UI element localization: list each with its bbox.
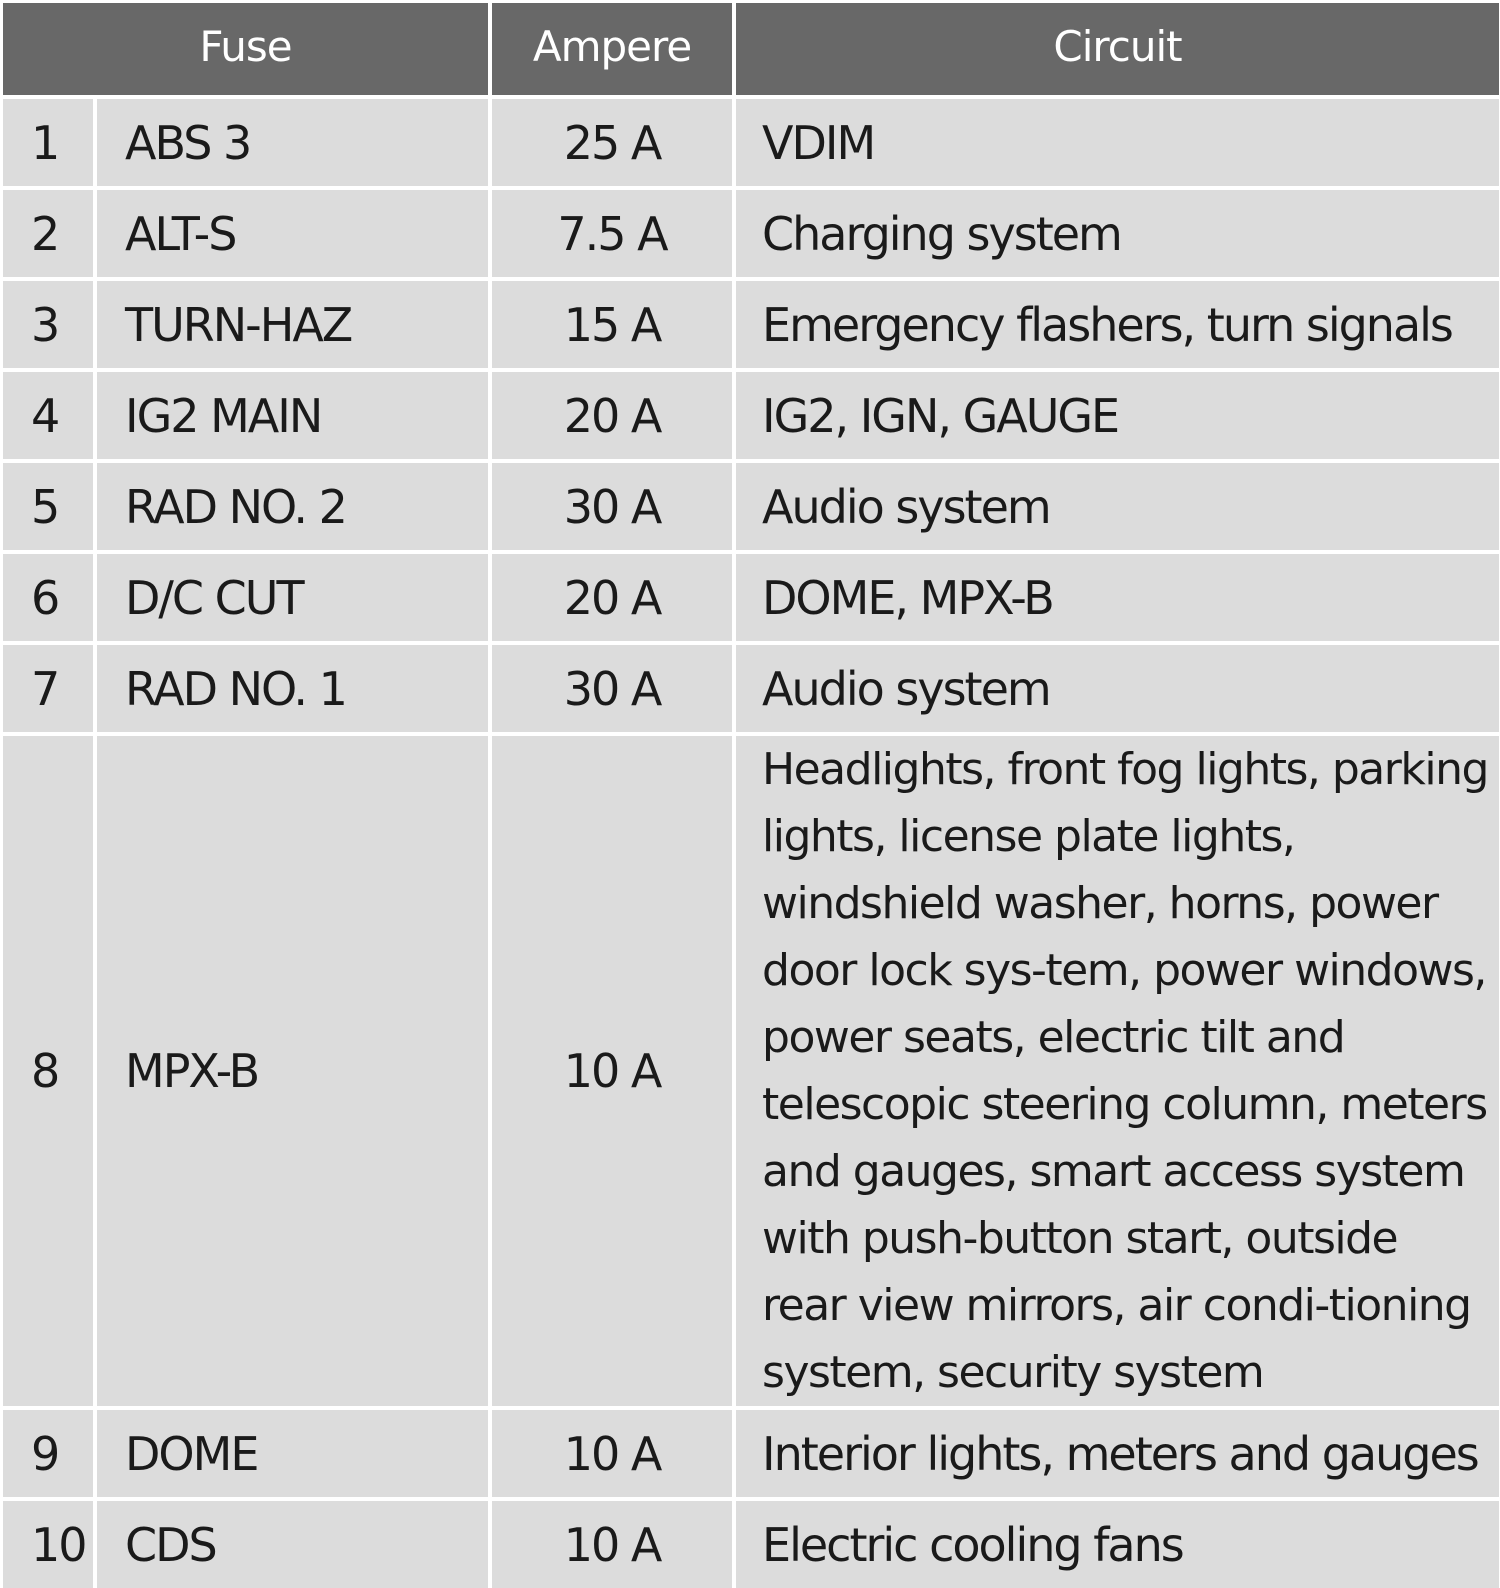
fuse-ampere: 30 A	[490, 643, 734, 734]
table-row	[3, 279, 1499, 370]
fuse-circuit: Charging system	[734, 188, 1499, 279]
table-row	[3, 461, 1499, 552]
fuse-name: D/C CUT	[95, 552, 490, 643]
fuse-number: 2	[3, 188, 95, 279]
fuse-table	[3, 3, 1499, 1588]
fuse-number: 10	[3, 1499, 95, 1588]
header-row	[3, 3, 1499, 97]
fuse-ampere: 20 A	[490, 552, 734, 643]
table-header	[3, 3, 1499, 97]
table-row	[3, 1499, 1499, 1588]
fuse-number: 4	[3, 370, 95, 461]
fuse-circuit: Audio system	[734, 643, 1499, 734]
fuse-number: 5	[3, 461, 95, 552]
fuse-circuit: Interior lights, meters and gauges	[734, 1408, 1499, 1499]
fuse-name: IG2 MAIN	[95, 370, 490, 461]
header-fuse: Fuse	[3, 3, 490, 97]
fuse-ampere: 10 A	[490, 1499, 734, 1588]
fuse-number: 1	[3, 97, 95, 188]
fuse-name: CDS	[95, 1499, 490, 1588]
fuse-number: 3	[3, 279, 95, 370]
fuse-circuit: VDIM	[734, 97, 1499, 188]
fuse-ampere: 25 A	[490, 97, 734, 188]
fuse-name: ALT-S	[95, 188, 490, 279]
fuse-circuit: IG2, IGN, GAUGE	[734, 370, 1499, 461]
header-ampere: Ampere	[490, 3, 734, 97]
fuse-circuit: Electric cooling fans	[734, 1499, 1499, 1588]
fuse-name: RAD NO. 1	[95, 643, 490, 734]
fuse-ampere: 15 A	[490, 279, 734, 370]
fuse-circuit: Audio system	[734, 461, 1499, 552]
table-row	[3, 552, 1499, 643]
fuse-circuit: DOME, MPX-B	[734, 552, 1499, 643]
table-row	[3, 734, 1499, 1408]
fuse-number: 8	[3, 734, 95, 1408]
fuse-circuit: Emergency flashers, turn signals	[734, 279, 1499, 370]
fuse-ampere: 10 A	[490, 1408, 734, 1499]
fuse-number: 6	[3, 552, 95, 643]
fuse-ampere: 7.5 A	[490, 188, 734, 279]
fuse-name: RAD NO. 2	[95, 461, 490, 552]
fuse-name: DOME	[95, 1408, 490, 1499]
table-row	[3, 370, 1499, 461]
fuse-ampere: 20 A	[490, 370, 734, 461]
table-row	[3, 643, 1499, 734]
fuse-ampere: 10 A	[490, 734, 734, 1408]
table-row	[3, 188, 1499, 279]
fuse-name: TURN-HAZ	[95, 279, 490, 370]
header-circuit: Circuit	[734, 3, 1499, 97]
fuse-circuit: Headlights, front fog lights, parking lights, license plate lights, windshield washer, horns, power door lock sys-tem, power windows, power seats, electric tilt and telescopic steering column, meters and gauges, smart access system with push-button start, outside rear view mirrors, air condi-tioning system, security system	[734, 734, 1499, 1408]
fuse-name: ABS 3	[95, 97, 490, 188]
fuse-number: 7	[3, 643, 95, 734]
fuse-ampere: 30 A	[490, 461, 734, 552]
fuse-number: 9	[3, 1408, 95, 1499]
fuse-name: MPX-B	[95, 734, 490, 1408]
table-body	[3, 97, 1499, 1588]
table-row	[3, 1408, 1499, 1499]
table-row	[3, 97, 1499, 188]
